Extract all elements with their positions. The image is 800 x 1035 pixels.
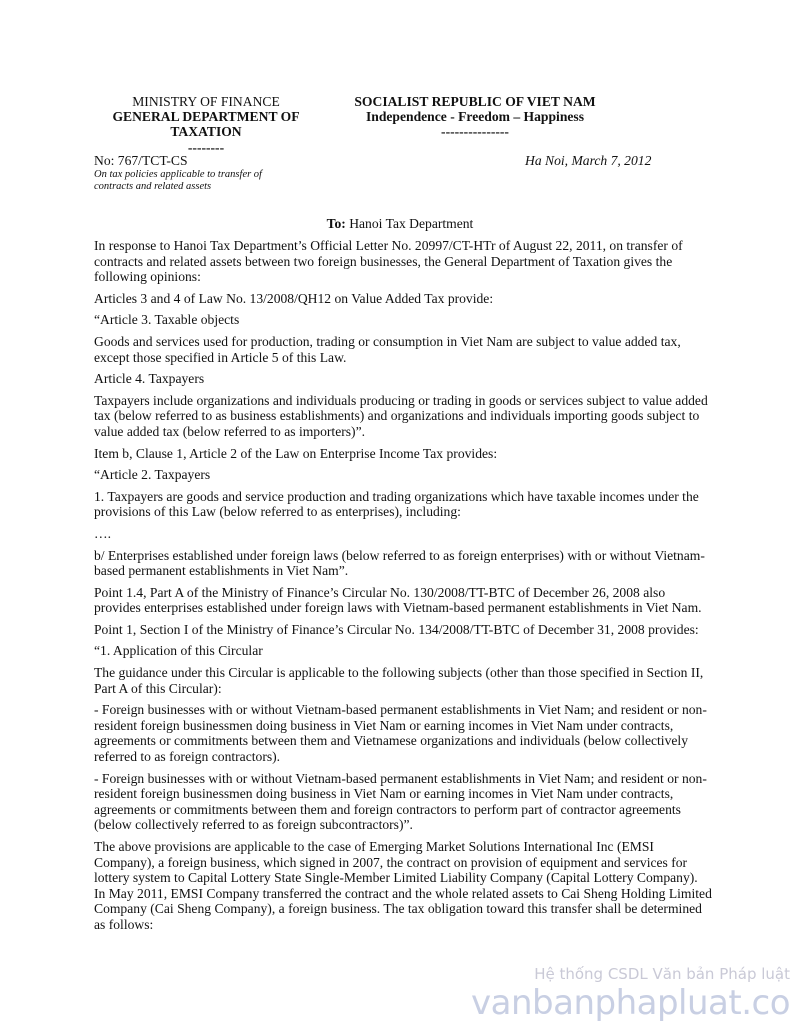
paragraph: “Article 2. Taxpayers — [94, 467, 211, 483]
watermark-domain: vanbanphapluat.co — [471, 983, 790, 1023]
paragraph: Taxpayers include organizations and individuals producing or trading in goods or services subject to value added tax (below referred to as business establishments) and organizations and individuals importing goods subject to value added tax (below referred to as importers)”. — [94, 392, 708, 439]
watermark-tagline: Hệ thống CSDL Văn bản Pháp luật — [534, 965, 790, 983]
document-date: Ha Noi, March 7, 2012 — [525, 153, 652, 168]
paragraph: Point 1, Section I of the Ministry of Finance’s Circular No. 134/2008/TT-BTC of December 31, 2008 provides: — [94, 621, 699, 637]
recipient-line — [0, 216, 800, 232]
paragraph: - Foreign businesses with or without Vietnam-based permanent establishments in Viet Nam; and resident or non-resident foreign businessmen doing business in Viet Nam or earning incomes in Viet Nam under contracts, agreements or commitments between them and Vietnamese organizations and individuals (below collectively referred to as foreign contractors). — [94, 702, 707, 765]
document-number: No: 767/TCT-CS — [94, 153, 188, 168]
paragraph: Point 1.4, Part A of the Ministry of Finance’s Circular No. 130/2008/TT-BTC of December 26, 2008 also provides enterprises established under foreign laws with Vietnam-based permanent establishments in Viet Nam. — [94, 584, 702, 616]
document-subject: On tax policies applicable to transfer of contracts and related assets — [94, 169, 262, 192]
paragraph: Item b, Clause 1, Article 2 of the Law on Enterprise Income Tax provides: — [94, 445, 498, 461]
paragraph: “1. Application of this Circular — [94, 643, 263, 659]
paragraph: In response to Hanoi Tax Department’s Official Letter No. 20997/CT-HTr of August 22, 2011, on transfer of contracts and related assets between two foreign businesses, the General Department of Taxation gives the following opinions: — [94, 238, 683, 285]
paragraph: Articles 3 and 4 of Law No. 13/2008/QH12 on Value Added Tax provide: — [94, 290, 494, 306]
recipient-name: Hanoi Tax Department — [345, 216, 474, 231]
national-header — [340, 94, 610, 140]
header-separator-left: -------- — [187, 139, 225, 155]
issuer-header — [96, 94, 316, 155]
national-motto: Independence - Freedom – Happiness — [365, 109, 585, 125]
paragraph: Goods and services used for production, trading or consumption in Viet Nam are subject to value added tax, except those specified in Article 5 of this Law. — [94, 333, 681, 365]
header-separator-right: --------------- — [441, 124, 509, 140]
paragraph: b/ Enterprises established under foreign laws (below referred to as foreign enterprises) with or without Vietnam-based permanent establishments in Viet Nam”. — [94, 547, 705, 579]
recipient-label: To: — [326, 216, 346, 231]
country-name: SOCIALIST REPUBLIC OF VIET NAM — [354, 94, 596, 109]
paragraph: The above provisions are applicable to the case of Emerging Market Solutions International Inc (EMSI Company), a foreign business, which signed in 2007, the contract on provision of equipment and services for lottery system to Capital Lottery State Single-Member Limited Liability Company (Capital Lottery Company). In May 2011, EMSI Company transferred the contract and the whole related assets to Cai Sheng Holding Limited Company (Cai Sheng Company), a foreign business. The tax obligation toward this transfer shall be determined as follows: — [94, 839, 712, 932]
paragraph: The guidance under this Circular is applicable to the following subjects (other than those specified in Section II, Part A of this Circular): — [94, 665, 704, 696]
paragraph: - Foreign businesses with or without Vietnam-based permanent establishments in Viet Nam; and resident or non-resident foreign businessmen doing business in Viet Nam or earning incomes in Viet Nam under contracts, agreements or commitments between them and foreign contractors to perform part of contractor agreements (below collectively referred to as foreign subcontractors)”. — [94, 770, 707, 833]
paragraph: …. — [94, 525, 111, 541]
paragraph: “Article 3. Taxable objects — [94, 312, 240, 328]
paragraph: 1. Taxpayers are goods and service production and trading organizations which have taxable incomes under the provisions of this Law (below referred to as enterprises), including: — [94, 488, 699, 520]
department-name-line2: TAXATION — [170, 124, 242, 140]
paragraph: Article 4. Taxpayers — [94, 371, 205, 387]
ministry-name: MINISTRY OF FINANCE — [132, 94, 280, 109]
document-body — [94, 238, 712, 939]
department-name-line1: GENERAL DEPARTMENT OF — [112, 109, 300, 125]
site-watermark — [471, 965, 790, 1023]
